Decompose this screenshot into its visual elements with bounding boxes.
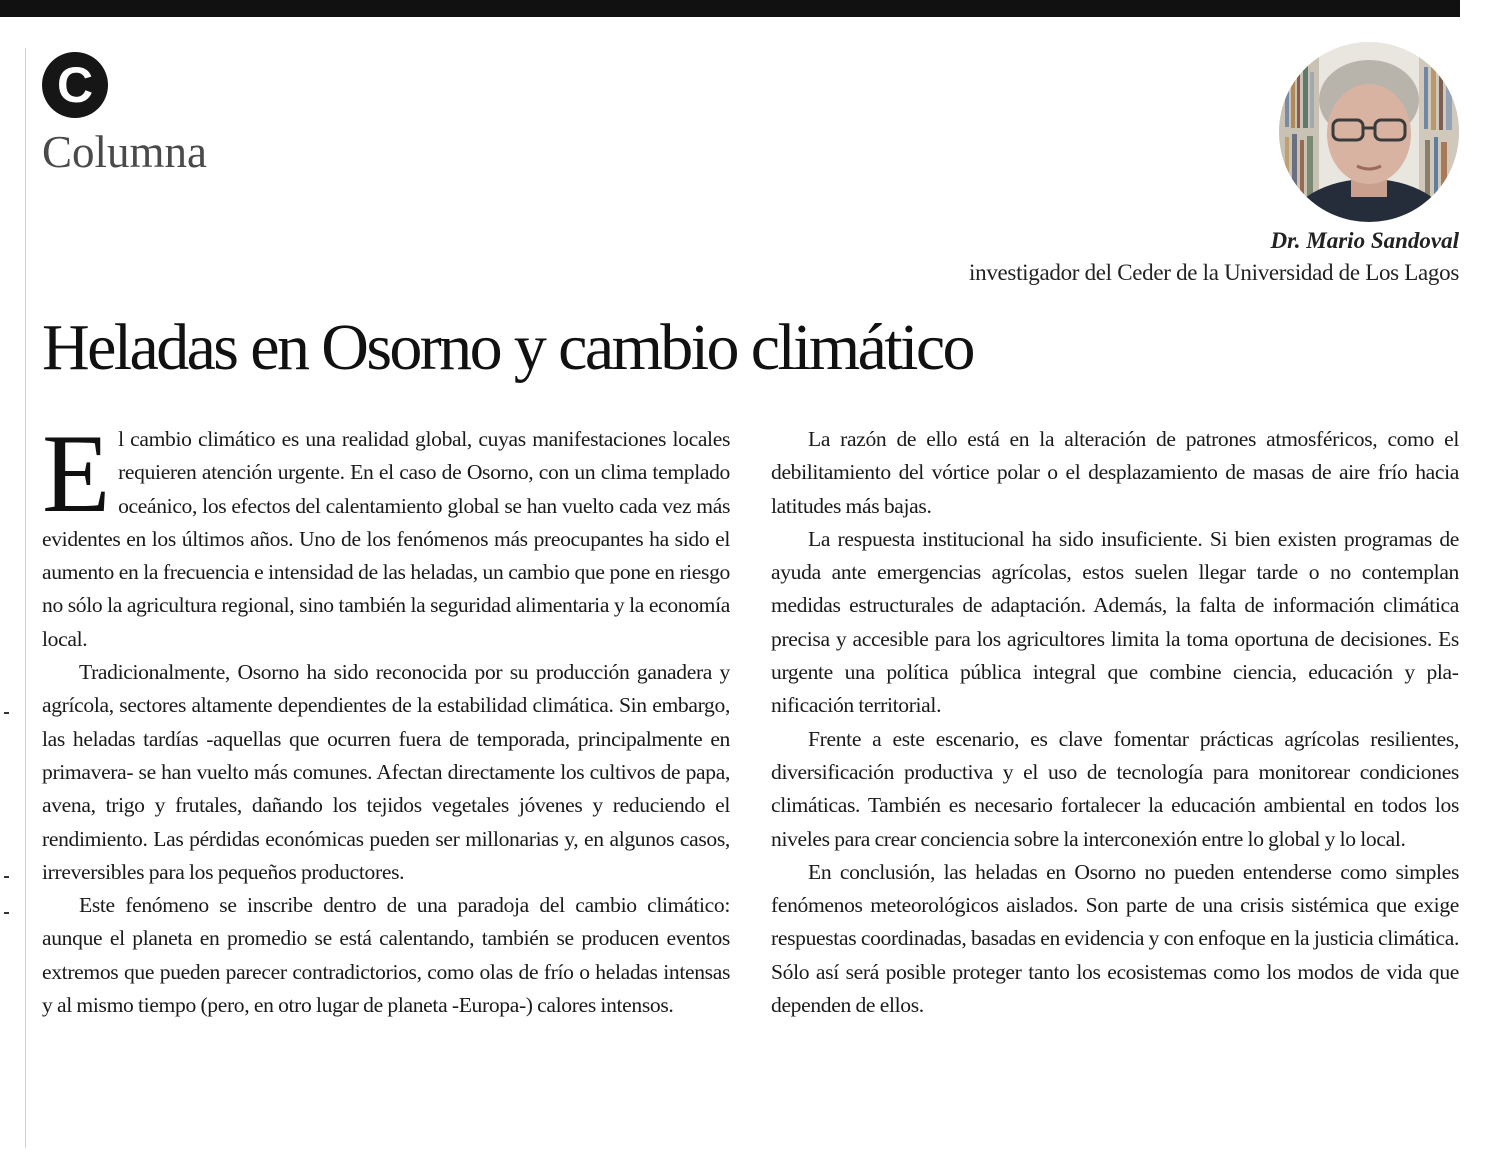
article-paragraph — [42, 412, 730, 656]
article-paragraph: Frente a este escenario, es clave fomentar prácticas agrícolas resilientes, diversificación productiva y el uso de tecnología para monitorear condiciones climáticas. También es necesario fortalecer la educación ambiental en todos los niveles para crear conciencia sobre la interconexión entre lo global y lo local. — [771, 726, 1459, 851]
article-paragraph: Este fenómeno se inscribe dentro de una paradoja del cambio climático: aunque el planeta en promedio se está calentando, también se producen eventos extremos que pueden parecer contradictorios, como olas de frío o heladas intensas y al mismo tiempo (pero, en otro lugar de planeta -Europa-) calores intensos. — [42, 893, 730, 1018]
article-column-left — [42, 412, 730, 1022]
article-column-right — [771, 423, 1459, 1022]
paragraph-text: l cambio climático es una realidad global, cuyas manifestaciones locales requieren atención urgente. En el caso de Osorno, con un clima templado oceánico, los efectos del calentamiento global se han vuelto cada vez más evidentes en los últimos años. Uno de los fenómenos más preocupantes ha sido el aumento en la frecuencia e intensidad de las heladas, un cambio que pone en riesgo no sólo la agricultura regional, sino también la seguridad alimentaria y la economía local. — [42, 427, 730, 651]
article-paragraph: En conclusión, las heladas en Osorno no pueden entenderse como simples fenómenos meteorológicos aislados. Son parte de una crisis sistémica que exige respuestas coordinadas, basadas en evidencia y con enfoque en la justicia climática. Sólo así será posible proteger tanto los ecosistemas como los modos de vida que dependen de ellos. — [771, 859, 1459, 1018]
author-role: investigador del Ceder de la Universidad de Los Lagos — [969, 260, 1459, 285]
left-margin-rule — [25, 48, 26, 1148]
author-name: Dr. Mario Sandoval — [1270, 228, 1459, 253]
article-paragraph: Tradicionalmente, Osorno ha sido reconocida por su producción ganadera y agrícola, sectores altamente dependientes de la estabilidad climática. Sin embargo, las heladas tardías -aquellas que ocurren fuera de temporada, principalmente en primavera- se han vuelto más comunes. Afectan directamente los cultivos de papa, avena, trigo y frutales, dañando los tejidos vegetales jóvenes y reduciendo el rendimiento. Las pérdidas económicas pueden ser millonarias y, en algunos casos, irreversibles para los pequeños productores. — [42, 660, 730, 884]
section-label: Columna — [42, 127, 207, 177]
article-paragraph: La razón de ello está en la alteración de patrones atmosféricos, como el debilitamiento del vórtice polar o el desplazamiento de masas de aire frío hacia latitudes más bajas. — [771, 427, 1459, 518]
section-badge-letter: C — [56, 57, 94, 113]
article-paragraph: La respuesta institucional ha sido insuficiente. Si bien existen programas de ayuda ante emergencias agrícolas, estos suelen llegar tarde o no contemplan medidas estructurales de adaptación. Además, la falta de información climática precisa y accesible para los agricultores limita la toma oportuna de decisiones. Es urgente una política pública integral que combine ciencia, educación y planificación territorial. — [771, 526, 1459, 718]
drop-cap: E — [42, 412, 111, 536]
author-portrait-image — [1279, 42, 1459, 222]
edge-tick — [4, 876, 9, 878]
top-rule — [0, 0, 1460, 17]
edge-tick — [4, 712, 9, 714]
edge-tick — [4, 912, 9, 914]
article-headline: Heladas en Osorno y cambio climático — [42, 311, 973, 384]
section-badge — [42, 52, 108, 118]
author-photo — [1279, 42, 1459, 222]
